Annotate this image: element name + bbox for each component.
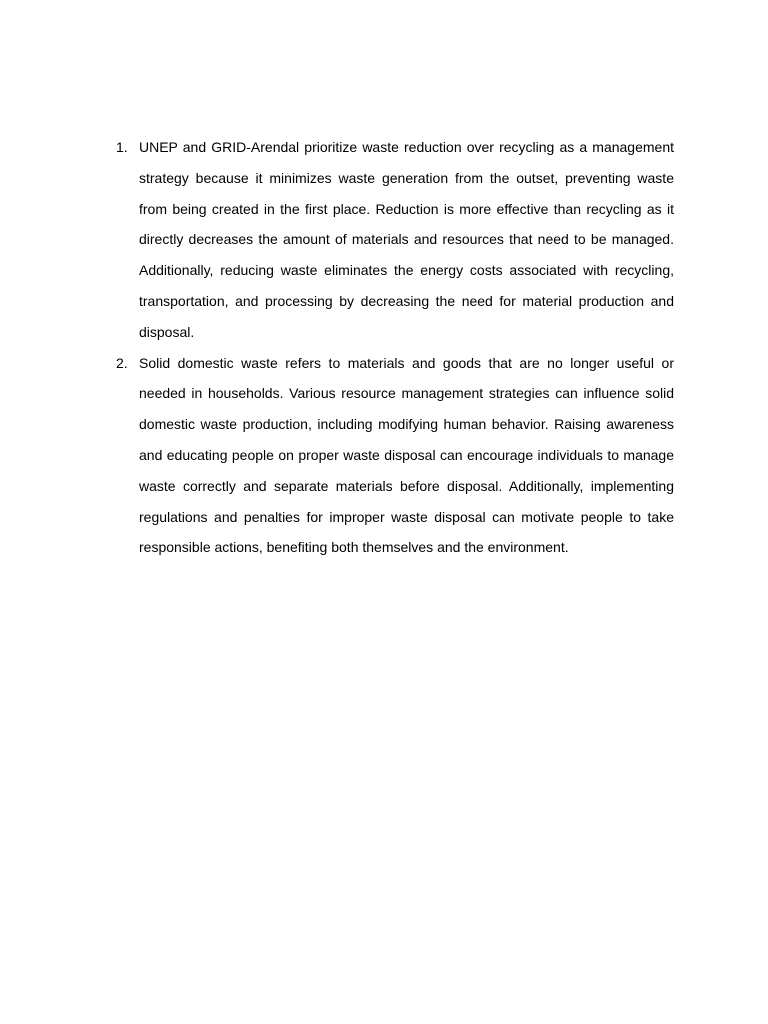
- list-item-text: UNEP and GRID-Arendal prioritize waste reduction over recycling as a management strategy because it minimizes waste generation from the outset, preventing waste from being created in the first place. Reduction is more effective than recycling as it directly decreases the amount of materials and resources that need to be managed. Additionally, reducing waste eliminates the energy costs associated with recycling, transportation, and processing by decreasing the need for material production and disposal.: [139, 139, 674, 340]
- list-item-text: Solid domestic waste refers to materials and goods that are no longer useful or needed in households. Various resource management strategies can influence solid domestic waste production, including modifying human behavior. Raising awareness and educating people on proper waste disposal can encourage individuals to manage waste correctly and separate materials before disposal. Additionally, implementing regulations and penalties for improper waste disposal can motivate people to take responsible actions, benefiting both themselves and the environment.: [139, 354, 674, 556]
- answer-list: [114, 132, 674, 563]
- list-item: [114, 132, 674, 348]
- list-item-number: 2.: [116, 354, 128, 371]
- list-item-number: 1.: [116, 139, 128, 155]
- list-item: [114, 348, 674, 564]
